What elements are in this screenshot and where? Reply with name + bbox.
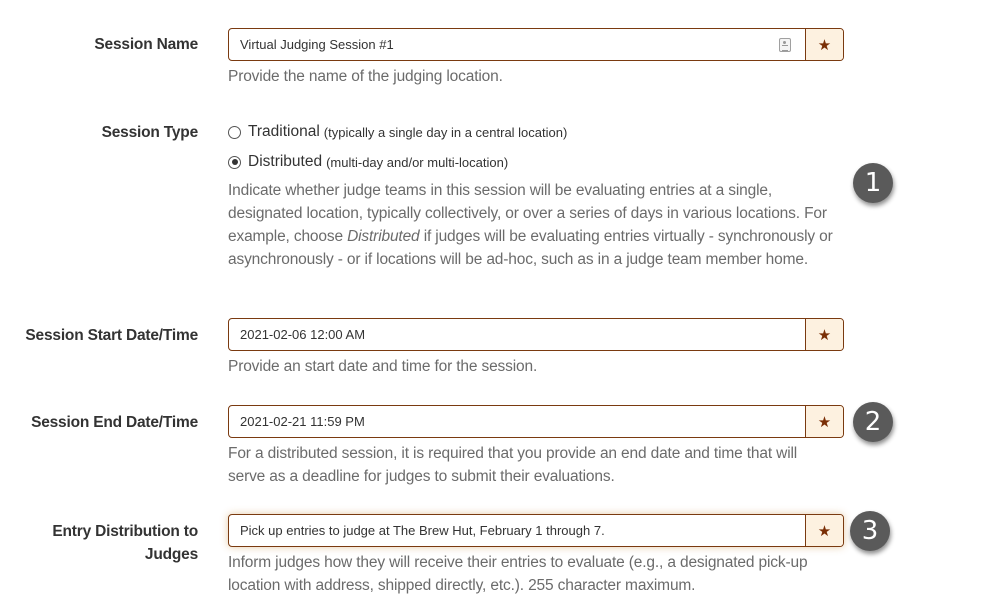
callout-badge-1: 1	[853, 163, 893, 203]
required-star-icon: ★	[805, 515, 843, 546]
session-type-help-text-1: Indicate whether judge teams in this session will be evaluating entries at a single, designated location, typically collectively, or over a series of days in various locations. For example, choose	[228, 182, 827, 245]
end-datetime-input-group	[228, 405, 844, 438]
contact-card-icon[interactable]	[779, 38, 791, 52]
required-star-icon: ★	[805, 29, 843, 60]
required-star-icon: ★	[805, 406, 843, 437]
entry-distribution-help: Inform judges how they will receive their entries to evaluate (e.g., a designated pick-up location with address, shipped directly, etc.). 255 character maximum.	[228, 554, 808, 594]
radio-distributed[interactable]	[228, 156, 241, 169]
radio-traditional[interactable]	[228, 126, 241, 139]
start-datetime-input[interactable]	[229, 319, 805, 350]
start-datetime-input-group	[228, 318, 844, 351]
start-datetime-label: Session Start Date/Time	[25, 327, 198, 344]
required-star-icon: ★	[805, 319, 843, 350]
entry-distribution-label: Entry Distribution to Judges	[52, 523, 198, 563]
session-name-help: Provide the name of the judging location.	[228, 68, 503, 85]
session-type-field	[228, 117, 844, 271]
end-datetime-help: For a distributed session, it is required that you provide an end date and time that will serve as a deadline for judges to submit their evaluations.	[228, 445, 798, 485]
session-name-label: Session Name	[94, 36, 198, 53]
session-type-help-emphasis: Distributed	[347, 228, 420, 245]
callout-badge-2: 2	[853, 402, 893, 442]
entry-distribution-input[interactable]	[229, 515, 805, 546]
session-name-input[interactable]	[229, 29, 779, 60]
session-type-label: Session Type	[101, 124, 198, 141]
radio-option-traditional[interactable]	[228, 117, 844, 147]
radio-distributed-label: Distributed	[248, 153, 323, 170]
start-datetime-field	[228, 318, 844, 378]
end-datetime-input[interactable]	[229, 406, 805, 437]
session-name-input-group	[228, 28, 844, 61]
end-datetime-field	[228, 405, 844, 488]
start-datetime-help: Provide an start date and time for the session.	[228, 358, 538, 375]
radio-distributed-note: (multi-day and/or multi-location)	[326, 154, 509, 170]
callout-badge-3: 3	[850, 511, 890, 551]
session-type-help	[228, 179, 844, 271]
radio-traditional-label: Traditional	[248, 123, 320, 140]
session-type-help-text-2: if judges will be evaluating entries virtually - synchronously or asynchronously - or if locations will be ad-hoc, such as in a judge team member home.	[228, 228, 833, 268]
radio-option-distributed[interactable]	[228, 147, 844, 177]
radio-traditional-note: (typically a single day in a central location)	[323, 124, 568, 140]
entry-distribution-field	[228, 514, 844, 597]
end-datetime-label: Session End Date/Time	[31, 414, 198, 431]
session-name-field	[228, 28, 844, 88]
entry-distribution-input-group	[228, 514, 844, 547]
